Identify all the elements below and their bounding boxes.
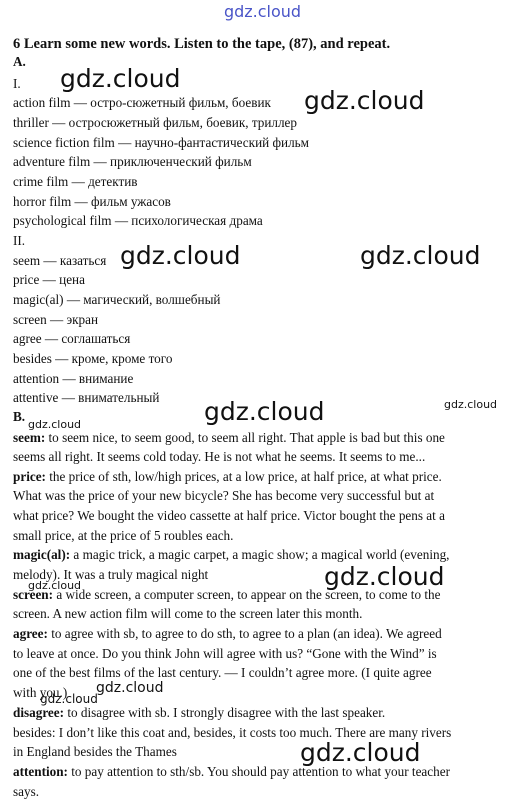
usage-text: to seem nice, to seem good, to seem all right. That apple is bad but this one <box>45 430 445 445</box>
watermark: gdz.cloud <box>444 398 498 411</box>
usage-line <box>13 605 362 623</box>
watermark: gdz.cloud <box>28 418 82 431</box>
watermark: gdz.cloud <box>60 64 181 93</box>
usage-line <box>13 507 445 525</box>
watermark: gdz.cloud <box>96 680 164 696</box>
usage-text: melody). It was a truly magical night <box>13 567 209 582</box>
usage-term: seem: <box>13 430 46 445</box>
vocab-item: attentive — внимательный <box>13 390 160 405</box>
usage-text: small price, at the price of 5 roubles each. <box>13 528 234 543</box>
vocab-item: thriller — остросюжетный фильм, боевик, триллер <box>13 115 298 130</box>
usage-text: to agree with sb, to agree to do sth, to agree to a plan (an idea). We agreed <box>47 626 442 641</box>
usage-term: disagree: <box>13 705 65 720</box>
usage-term: magic(al): <box>13 547 71 562</box>
usage-text: in England besides the Thames <box>13 744 177 759</box>
usage-term: price: <box>13 469 46 484</box>
usage-text: says. <box>13 784 40 799</box>
vocab-item: price — цена <box>13 272 85 287</box>
usage-line <box>13 645 437 663</box>
vocab-item: screen — экран <box>13 312 99 327</box>
usage-line <box>13 783 39 801</box>
watermark: gdz.cloud <box>120 241 241 270</box>
usage-text: the price of sth, low/high prices, at a low price, at half price, at what price. <box>45 469 442 484</box>
watermark: gdz.cloud <box>360 241 481 270</box>
vocab-item: besides — кроме, кроме того <box>13 351 173 366</box>
usage-text: with you.) <box>13 685 68 700</box>
usage-term: screen: <box>13 587 54 602</box>
usage-text: what price? We bought the video cassette at half price. Victor bought the pens at a <box>13 508 445 523</box>
usage-text: to disagree with sb. I strongly disagree with the last speaker. <box>64 705 386 720</box>
usage-text: What was the price of your new bicycle? She has become very successful but at <box>13 488 435 503</box>
usage-text: a magic trick, a magic carpet, a magic show; a magical world (evening, <box>70 547 450 562</box>
vocab-item: seem — казаться <box>13 253 107 268</box>
vocab-item: horror film — фильм ужасов <box>13 194 171 209</box>
watermark: gdz.cloud <box>204 397 325 426</box>
usage-text: to leave at once. Do you think John will agree with us? “Gone with the Wind” is <box>13 646 437 661</box>
vocab-item: magic(al) — магический, волшебный <box>13 292 221 307</box>
usage-text: seems all right. It seems cold today. He is not what he seems. It seems to me... <box>13 449 426 464</box>
usage-line <box>13 429 445 447</box>
vocab-item: adventure film — приключенческий фильм <box>13 154 252 169</box>
vocab-item: action film — остро-сюжетный фильм, боевик <box>13 95 271 110</box>
usage-line <box>13 664 432 682</box>
usage-line <box>13 743 177 761</box>
usage-line <box>13 704 385 722</box>
usage-text: screen. A new action film will come to the screen later this month. <box>13 606 363 621</box>
usage-term: agree: <box>13 626 48 641</box>
watermark: gdz.cloud <box>300 738 421 767</box>
section-b-label: B. <box>13 409 26 424</box>
vocab-item: science fiction film — научно-фантастический фильм <box>13 135 310 150</box>
usage-line <box>13 487 434 505</box>
group-ii-label: II. <box>13 233 26 248</box>
section-a-label: A. <box>13 54 26 69</box>
vocab-item: agree — соглашаться <box>13 331 131 346</box>
usage-line <box>13 625 442 643</box>
vocab-item: psychological film — психологическая драма <box>13 213 263 228</box>
usage-text: a wide screen, a computer screen, to appear on the screen, to come to the <box>53 587 441 602</box>
usage-text: besides: I don’t like this coat and, besides, it costs too much. There are many rivers <box>13 725 452 740</box>
watermark: gdz.cloud <box>324 562 445 591</box>
usage-text: to pay attention to sth/sb. You should pay attention to what your teacher <box>67 764 450 779</box>
usage-line <box>13 468 442 486</box>
usage-line <box>13 527 233 545</box>
watermark: gdz.cloud <box>304 86 425 115</box>
group-i-label: I. <box>13 76 21 91</box>
usage-line <box>13 448 425 466</box>
usage-term: attention: <box>13 764 68 779</box>
usage-text: one of the best films of the last century. — I couldn’t agree more. (I quite agree <box>13 665 432 680</box>
vocab-item: attention — внимание <box>13 371 134 386</box>
watermark: gdz.cloud <box>40 692 98 706</box>
exercise-heading: 6 Learn some new words. Listen to the tape, (87), and repeat. <box>13 36 391 52</box>
vocab-item: crime film — детектив <box>13 174 138 189</box>
watermark: gdz.cloud <box>28 579 82 592</box>
top-watermark: gdz.cloud <box>223 2 302 21</box>
